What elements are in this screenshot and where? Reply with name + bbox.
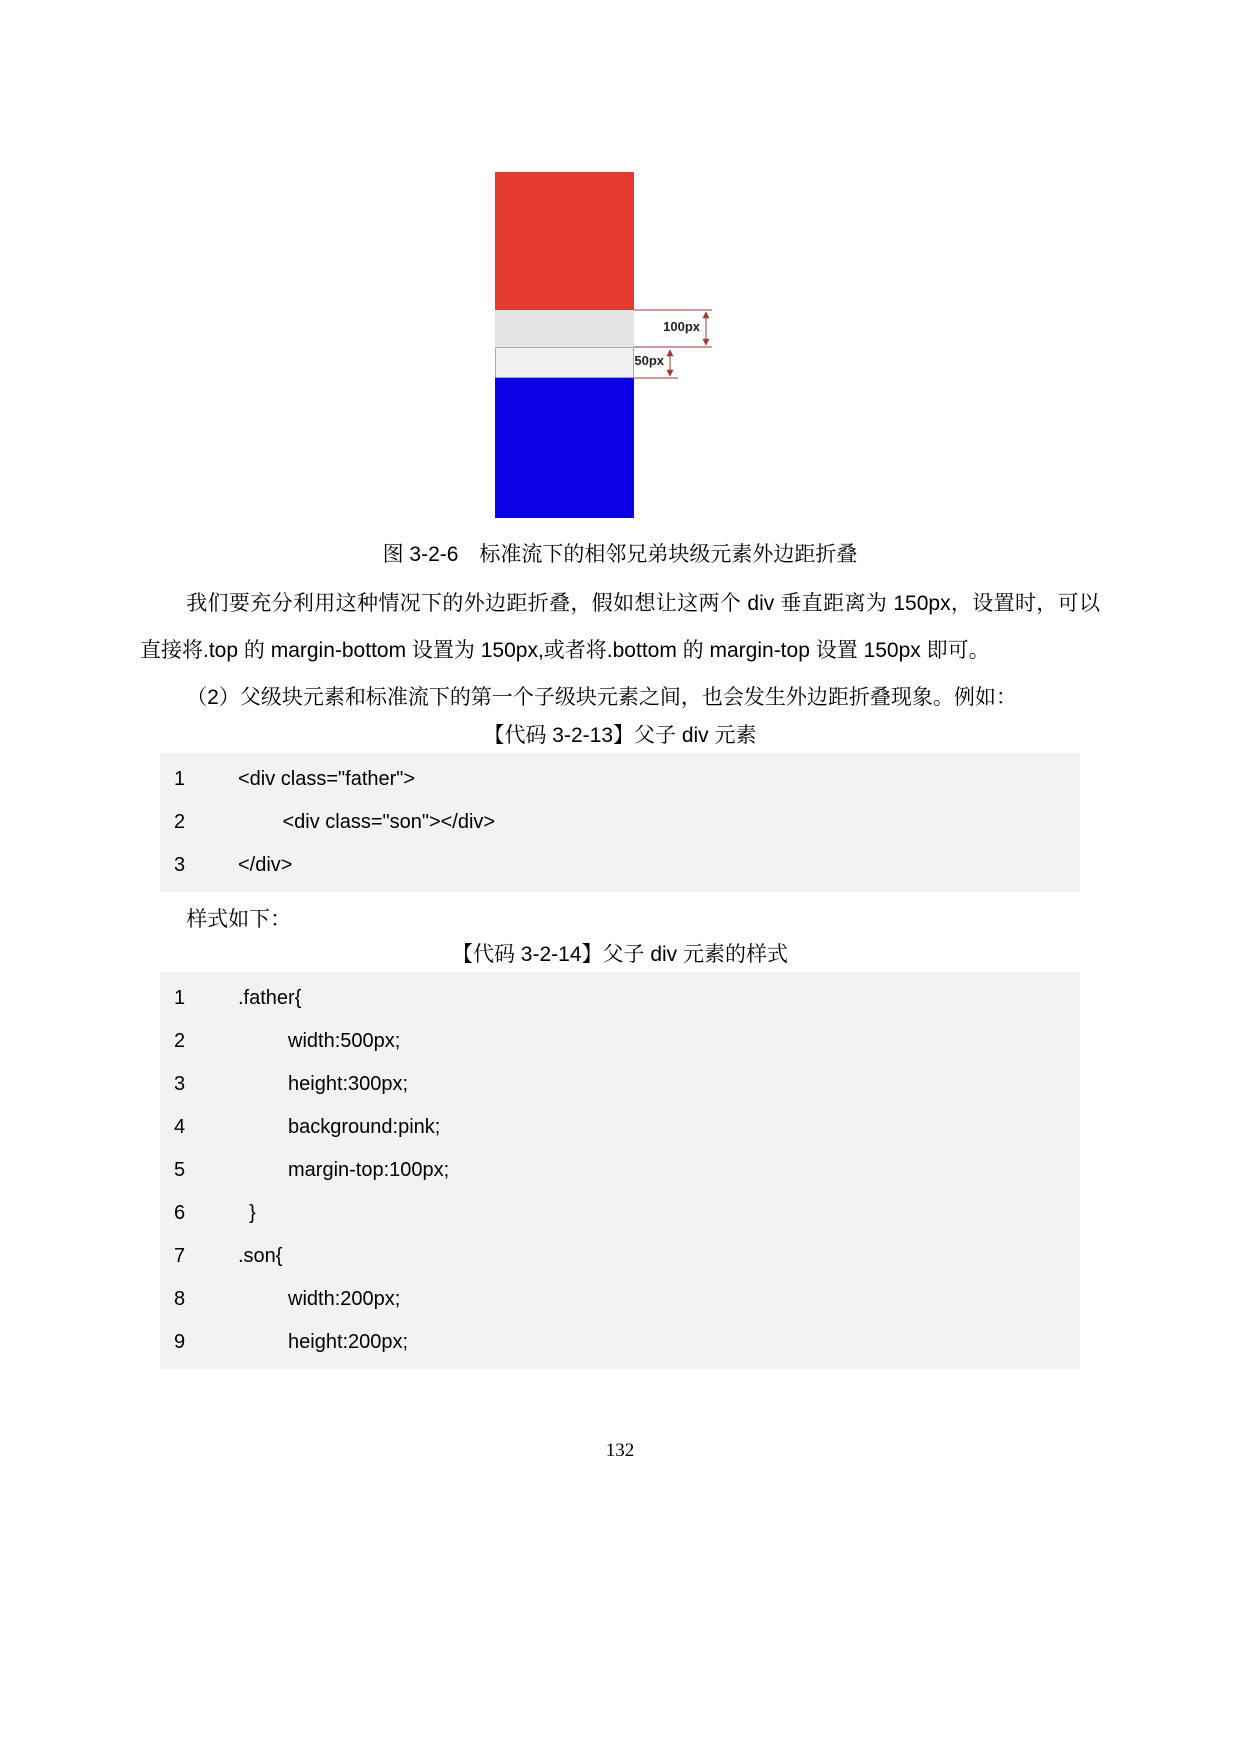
code-line <box>160 977 1080 1020</box>
code-caption-3-2-13: 【代码 3-2-13】父子 div 元素 <box>483 724 757 747</box>
line-number: 2 <box>174 1030 186 1052</box>
code-text: width:500px; <box>238 1030 401 1052</box>
line-number: 1 <box>174 987 186 1009</box>
code-caption-3-2-14: 【代码 3-2-14】父子 div 元素的样式 <box>451 943 789 966</box>
code-block-3-2-13 <box>160 753 1080 892</box>
code-text: width:200px; <box>238 1288 401 1310</box>
code-text: </div> <box>238 854 293 876</box>
line-number: 4 <box>174 1116 186 1138</box>
code-line <box>160 1192 1080 1235</box>
line-number: 5 <box>174 1159 186 1181</box>
code-text: margin-top:100px; <box>238 1159 450 1181</box>
margin-100px-area <box>495 310 634 347</box>
line-number: 6 <box>174 1202 186 1224</box>
bottom-div-block <box>495 378 634 518</box>
styles-intro-text: 样式如下： <box>186 908 292 931</box>
code-line <box>160 1106 1080 1149</box>
code-line <box>160 1020 1080 1063</box>
code-line <box>160 1235 1080 1278</box>
code-text: background:pink; <box>238 1116 441 1138</box>
line-number: 3 <box>174 1073 186 1095</box>
code-text: } <box>238 1202 256 1224</box>
code-line <box>160 758 1080 801</box>
figure-caption: 图 3-2-6 标准流下的相邻兄弟块级元素外边距折叠 <box>382 543 858 566</box>
figure-3-2-6 <box>0 172 1240 518</box>
code-text: <div class="father"> <box>238 768 416 790</box>
dimension-label-50px: 50px <box>634 353 664 368</box>
line-number: 3 <box>174 854 186 876</box>
dimension-lines <box>634 297 764 392</box>
line-number: 7 <box>174 1245 186 1267</box>
code-line <box>160 1149 1080 1192</box>
code-text: height:200px; <box>238 1331 409 1353</box>
paragraph-parent-child-collapse: （2）父级块元素和标准流下的第一个子级块元素之间，也会发生外边距折叠现象。例如： <box>186 686 1017 709</box>
code-line <box>160 1278 1080 1321</box>
code-line <box>160 844 1080 887</box>
code-text: <div class="son"></div> <box>238 811 496 833</box>
code-text: .father{ <box>238 987 302 1009</box>
top-div-block <box>495 172 634 310</box>
code-line <box>160 801 1080 844</box>
code-line <box>160 1321 1080 1364</box>
paragraph-margin-usage: 我们要充分利用这种情况下的外边距折叠，假如想让这两个 div 垂直距离为 150px，设置时，可以直接将.top 的 margin-bottom 设置为 150px,或者将.bottom 的 margin-top 设置 150px 即可。 <box>140 592 1100 662</box>
line-number: 2 <box>174 811 186 833</box>
page-number: 132 <box>605 1440 635 1461</box>
line-number: 9 <box>174 1331 186 1353</box>
code-text: .son{ <box>238 1245 283 1267</box>
dimension-label-100px: 100px <box>663 319 700 334</box>
line-number: 8 <box>174 1288 186 1310</box>
code-text: height:300px; <box>238 1073 409 1095</box>
line-number: 1 <box>174 768 186 790</box>
code-block-3-2-14 <box>160 972 1080 1369</box>
code-line <box>160 1063 1080 1106</box>
